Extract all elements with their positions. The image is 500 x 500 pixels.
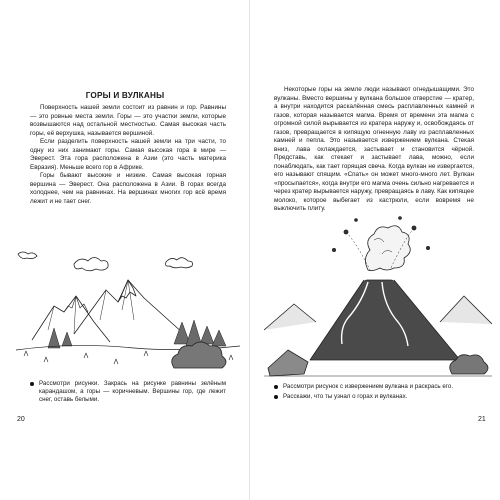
- cloud-drawing: [74, 258, 108, 271]
- bullet-icon: [274, 385, 278, 389]
- mountains-illustration: [14, 250, 242, 374]
- paragraph-plains-mountains: Поверхность нашей земли состоит из равнин и гор. Равнины — это ровные места земли. Горы — это участки земли, которые возвышаются над остальной местностью. Самая высокая часть горы, её верхушка, называется вершиной.: [30, 104, 226, 137]
- page-number: 21: [478, 416, 486, 423]
- tasks-list: [274, 383, 474, 403]
- bullet-icon: [30, 382, 34, 386]
- page-number: 20: [17, 416, 25, 423]
- page-title: ГОРЫ И ВУЛКАНЫ: [85, 91, 165, 100]
- cloud-drawing: [18, 252, 37, 259]
- cloud-drawing: [166, 258, 193, 268]
- paragraph-volcanoes: Некоторые горы на земле люди называют огнедышащими. Это вулканы. Вместо вершины у вулкана большое отверстие — кратер, а внутри находится раскалённая смесь расплавленных камней и газов, которая называется магма. Время от времени эта магма с огромной силой вырывается из кратера наружу и, освобождаясь от газов, превращается в кипящую огненную лаву из расплавленных камней и пепла. Это называется извержением вулкана. Стекая вниз, лава охлаждается, застывает и становится чёрной. Представь, как стекает и застывает лава, можно, если понаблюдать, как тает горящая свеча. Когда вулкан не извергается, его называют спящим. «Спать» он может много-много лет. Вулкан «просыпается», когда внутри его магма очень сильно нагревается и через кратер вырывается наружу, превращаясь в лаву. Как кипящее молоко, которое выбегает из кастрюли, если вовремя не выключить плиту.: [274, 86, 474, 212]
- task-item: [274, 383, 474, 391]
- volcano-illustration: [264, 210, 492, 380]
- paragraph-snow: Горы бывают высокие и низкие. Самая высокая горная вершина — Эверест. Она расположена в Азии. В горах всегда холоднее, чем на равнинах. На вершинах многих гор всё время лежит и не тает снег.: [30, 172, 226, 205]
- bullet-icon: [274, 395, 278, 399]
- volcano-cone: [310, 280, 460, 360]
- right-page: [250, 0, 500, 500]
- task-text: Расскажи, что ты узнал о горах и вулканах.: [283, 393, 408, 401]
- right-text-block: [274, 86, 474, 214]
- mountain-left: [32, 296, 110, 342]
- task-item: [30, 380, 226, 405]
- task-text: Рассмотри рисунок с извержением вулкана и раскрась его.: [283, 383, 454, 390]
- eruption-smoke: [365, 226, 410, 271]
- left-text-block: [30, 104, 226, 206]
- paragraph-everest: Если разделить поверхность нашей земли на три части, то одну из них занимают горы. Самая высокая гора в мире — Эверест. Эта гора расположена в Азии (это часть материка Евразия). Меньше всего гор в Африке.: [30, 138, 226, 171]
- task-item: [274, 393, 474, 401]
- task-text: Рассмотри рисунки. Закрась на рисунке равнины зелёным карандашом, а горы — коричневым. Вершины гор, где лежит снег, оставь белыми.: [39, 380, 226, 404]
- tasks-list: [30, 380, 226, 407]
- foreground-rock: [268, 350, 308, 376]
- snow-cap: [118, 280, 136, 302]
